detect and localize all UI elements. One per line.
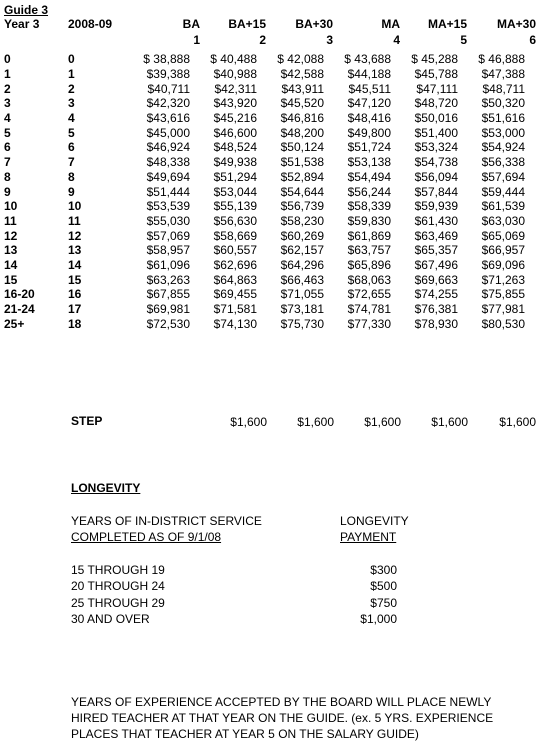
- salary-cell: $78,930: [414, 316, 458, 331]
- salary-cell: $71,581: [213, 302, 257, 317]
- note-line: HIRED TEACHER AT THAT YEAR ON THE GUIDE. (ex. 5 YRS. EXPERIENCE: [71, 711, 494, 725]
- salary-cell: $54,738: [414, 155, 458, 170]
- salary-cell: $69,981: [146, 302, 190, 317]
- salary-cell: $75,730: [280, 316, 324, 331]
- step-cell: 13: [68, 243, 82, 258]
- salary-cell: $61,869: [347, 228, 391, 243]
- col-header-name: MA+30: [496, 17, 536, 31]
- salary-row: [4, 96, 525, 111]
- salary-cell: $48,416: [347, 111, 391, 126]
- salary-row: [4, 184, 525, 199]
- salary-cell: $ 38,888: [143, 52, 190, 67]
- salary-row: [4, 125, 525, 140]
- salary-row: [4, 140, 525, 155]
- year-cell: 1: [4, 67, 11, 82]
- step-cell: 15: [68, 272, 82, 287]
- year-cell: 8: [4, 169, 11, 184]
- salary-cell: $54,644: [280, 184, 324, 199]
- salary-cell: $61,539: [481, 199, 525, 214]
- salary-cell: $71,055: [280, 287, 324, 302]
- step-cell: 14: [68, 257, 82, 272]
- salary-cell: $67,496: [414, 257, 458, 272]
- salary-cell: $47,111: [416, 81, 458, 96]
- salary-cell: $45,511: [348, 81, 391, 96]
- step-cell: 6: [68, 140, 75, 155]
- salary-cell: $50,016: [414, 111, 458, 126]
- salary-cell: $50,320: [481, 96, 525, 111]
- salary-cell: $49,800: [347, 125, 391, 140]
- note-line: YEARS OF EXPERIENCE ACCEPTED BY THE BOARD WILL PLACE NEWLY: [71, 695, 492, 709]
- salary-cell: $44,188: [347, 67, 391, 82]
- salary-cell: $67,855: [146, 287, 190, 302]
- salary-row: [4, 243, 525, 258]
- salary-cell: $39,388: [146, 67, 190, 82]
- year-cell: 25+: [4, 316, 25, 331]
- salary-cell: $51,444: [146, 184, 190, 199]
- payment-heading: LONGEVITY: [340, 514, 409, 528]
- salary-cell: $40,711: [147, 81, 190, 96]
- salary-cell: $42,320: [146, 96, 190, 111]
- salary-cell: $51,616: [481, 111, 525, 126]
- salary-cell: $74,255: [414, 287, 458, 302]
- salary-table-body: [4, 52, 525, 331]
- salary-cell: $71,263: [481, 272, 525, 287]
- year-cell: 13: [4, 243, 18, 258]
- salary-cell: $51,538: [280, 155, 324, 170]
- step-cell: 11: [68, 213, 81, 228]
- salary-cell: $56,244: [347, 184, 391, 199]
- salary-cell: $66,957: [481, 243, 525, 258]
- salary-cell: $52,894: [280, 169, 324, 184]
- salary-cell: $51,724: [347, 140, 391, 155]
- salary-cell: $45,520: [280, 96, 324, 111]
- salary-cell: $ 42,088: [277, 52, 324, 67]
- salary-cell: $43,911: [281, 81, 324, 96]
- salary-cell: $54,924: [481, 140, 525, 155]
- salary-cell: $74,781: [347, 302, 391, 317]
- salary-cell: $63,469: [414, 228, 458, 243]
- salary-cell: $53,539: [146, 199, 190, 214]
- salary-cell: $49,938: [213, 155, 257, 170]
- salary-cell: $65,357: [414, 243, 458, 258]
- salary-cell: $63,263: [146, 272, 190, 287]
- salary-row: [4, 67, 525, 82]
- salary-row: [4, 155, 525, 170]
- service-subheading: COMPLETED AS OF 9/1/08: [71, 530, 222, 544]
- payment-subheading: PAYMENT: [340, 530, 397, 544]
- salary-cell: $43,616: [146, 111, 190, 126]
- salary-row: [4, 228, 525, 243]
- step-cell: 17: [68, 302, 82, 317]
- salary-cell: $58,339: [347, 199, 391, 214]
- year-cell: 9: [4, 184, 11, 199]
- step-cell: 0: [68, 52, 75, 67]
- col-header-num: 2: [259, 33, 266, 47]
- salary-cell: $53,044: [213, 184, 257, 199]
- salary-cell: $50,124: [280, 140, 324, 155]
- salary-cell: $55,139: [213, 199, 257, 214]
- salary-cell: $56,630: [213, 213, 257, 228]
- salary-cell: $69,455: [213, 287, 257, 302]
- salary-cell: $45,216: [213, 111, 257, 126]
- salary-table: [4, 52, 525, 331]
- period-label: 2008-09: [68, 17, 113, 31]
- salary-row: [4, 287, 525, 302]
- salary-cell: $65,069: [481, 228, 525, 243]
- step-cell: 7: [68, 155, 75, 170]
- step-cell: 3: [68, 96, 75, 111]
- salary-cell: $63,030: [481, 213, 525, 228]
- salary-cell: $77,981: [481, 302, 525, 317]
- salary-cell: $51,400: [414, 125, 458, 140]
- salary-cell: $56,094: [414, 169, 458, 184]
- salary-cell: $45,788: [414, 67, 458, 82]
- placement-note: [71, 694, 539, 742]
- salary-cell: $47,120: [347, 96, 391, 111]
- salary-row: [4, 52, 525, 67]
- salary-cell: $ 46,888: [478, 52, 525, 67]
- salary-cell: $74,130: [213, 316, 257, 331]
- salary-row: [4, 170, 525, 185]
- salary-cell: $49,694: [146, 169, 190, 184]
- year-label: Year 3: [4, 17, 40, 31]
- col-header-num: 6: [529, 33, 536, 47]
- salary-cell: $48,524: [213, 140, 257, 155]
- longevity-range: 30 AND OVER: [71, 612, 150, 626]
- year-cell: 0: [4, 52, 11, 67]
- year-cell: 2: [4, 81, 11, 96]
- salary-cell: $60,557: [213, 243, 257, 258]
- salary-row: [4, 111, 525, 126]
- step-cell: 1: [68, 67, 75, 82]
- year-cell: 6: [4, 140, 11, 155]
- salary-cell: $58,957: [146, 243, 190, 258]
- salary-cell: $72,530: [146, 316, 190, 331]
- col-header-num: 1: [193, 33, 200, 47]
- salary-cell: $48,711: [482, 81, 525, 96]
- longevity-range: 25 THROUGH 29: [71, 596, 165, 610]
- col-header-name: MA: [381, 17, 400, 31]
- step-value: $1,600: [431, 415, 468, 429]
- salary-cell: $58,669: [213, 228, 257, 243]
- salary-row: [4, 316, 525, 331]
- year-cell: 3: [4, 96, 11, 111]
- year-cell: 7: [4, 155, 11, 170]
- salary-row: [4, 272, 525, 287]
- salary-cell: $73,181: [280, 302, 324, 317]
- salary-cell: $46,600: [213, 125, 257, 140]
- salary-cell: $57,694: [481, 169, 525, 184]
- year-cell: 14: [4, 257, 18, 272]
- salary-cell: $40,988: [213, 67, 257, 82]
- year-cell: 11: [4, 213, 17, 228]
- salary-row: [4, 302, 525, 317]
- salary-cell: $65,896: [347, 257, 391, 272]
- year-cell: 4: [4, 111, 11, 126]
- year-cell: 16-20: [4, 287, 35, 302]
- salary-cell: $57,844: [414, 184, 458, 199]
- salary-cell: $76,381: [414, 302, 458, 317]
- year-cell: 5: [4, 125, 11, 140]
- salary-cell: $68,063: [347, 272, 391, 287]
- col-header-num: 3: [326, 33, 333, 47]
- salary-cell: $48,338: [146, 155, 190, 170]
- salary-cell: $ 40,488: [210, 52, 257, 67]
- salary-cell: $62,157: [280, 243, 324, 258]
- salary-cell: $59,939: [414, 199, 458, 214]
- col-header-name: BA: [182, 17, 200, 31]
- step-cell: 18: [68, 316, 82, 331]
- salary-cell: $47,388: [481, 67, 525, 82]
- guide-title: Guide 3: [4, 3, 49, 17]
- salary-cell: $42,588: [280, 67, 324, 82]
- salary-cell: $43,920: [213, 96, 257, 111]
- salary-row: [4, 81, 525, 96]
- salary-row: [4, 214, 525, 229]
- salary-cell: $75,855: [481, 287, 525, 302]
- col-header-num: 5: [460, 33, 467, 47]
- longevity-payment: $1,000: [360, 612, 397, 626]
- salary-cell: $ 45,288: [411, 52, 458, 67]
- service-heading: YEARS OF IN-DISTRICT SERVICE: [71, 514, 262, 528]
- salary-row: [4, 258, 525, 273]
- salary-cell: $ 43,688: [344, 52, 391, 67]
- salary-cell: $48,720: [414, 96, 458, 111]
- longevity-payment: $500: [370, 579, 397, 593]
- longevity-range: 20 THROUGH 24: [71, 579, 165, 593]
- year-cell: 15: [4, 272, 18, 287]
- salary-cell: $77,330: [347, 316, 391, 331]
- salary-cell: $55,030: [146, 213, 190, 228]
- longevity-title: LONGEVITY: [71, 481, 141, 495]
- salary-cell: $45,000: [146, 125, 190, 140]
- step-cell: 16: [68, 287, 82, 302]
- salary-cell: $80,530: [481, 316, 525, 331]
- step-cell: 8: [68, 169, 75, 184]
- step-value: $1,600: [499, 415, 536, 429]
- longevity-payment: $750: [370, 596, 397, 610]
- salary-cell: $53,000: [481, 125, 525, 140]
- step-value: $1,600: [297, 415, 334, 429]
- salary-cell: $42,311: [214, 81, 257, 96]
- salary-cell: $59,444: [481, 184, 525, 199]
- step-cell: 9: [68, 184, 75, 199]
- col-header-name: MA+15: [427, 17, 467, 31]
- salary-cell: $53,138: [347, 155, 391, 170]
- year-cell: 10: [4, 199, 18, 214]
- salary-cell: $54,494: [347, 169, 391, 184]
- salary-cell: $56,739: [280, 199, 324, 214]
- salary-cell: $46,816: [280, 111, 324, 126]
- step-cell: 4: [68, 111, 75, 126]
- salary-cell: $66,463: [280, 272, 324, 287]
- salary-cell: $58,230: [280, 213, 324, 228]
- salary-cell: $56,338: [481, 155, 525, 170]
- year-cell: 12: [4, 228, 18, 243]
- longevity-payment: $300: [370, 563, 397, 577]
- salary-cell: $64,296: [280, 257, 324, 272]
- salary-cell: $69,096: [481, 257, 525, 272]
- note-line: PLACES THAT TEACHER AT YEAR 5 ON THE SALARY GUIDE): [71, 727, 419, 741]
- salary-cell: $62,696: [213, 257, 257, 272]
- salary-cell: $63,757: [347, 243, 391, 258]
- step-value: $1,600: [230, 415, 267, 429]
- col-header-num: 4: [393, 33, 400, 47]
- salary-cell: $59,830: [347, 213, 391, 228]
- longevity-range: 15 THROUGH 19: [71, 563, 165, 577]
- salary-cell: $48,200: [280, 125, 324, 140]
- salary-row: [4, 199, 525, 214]
- col-header-name: BA+15: [228, 17, 266, 31]
- salary-cell: $61,096: [146, 257, 190, 272]
- salary-cell: $53,324: [414, 140, 458, 155]
- step-label: STEP: [71, 414, 103, 428]
- salary-cell: $51,294: [213, 169, 257, 184]
- salary-cell: $60,269: [280, 228, 324, 243]
- salary-cell: $72,655: [347, 287, 391, 302]
- salary-cell: $57,069: [146, 228, 190, 243]
- col-header-name: BA+30: [295, 17, 333, 31]
- step-cell: 12: [68, 228, 82, 243]
- step-cell: 10: [68, 199, 82, 214]
- step-value: $1,600: [364, 415, 401, 429]
- step-cell: 5: [68, 125, 75, 140]
- salary-cell: $69,663: [414, 272, 458, 287]
- salary-cell: $46,924: [146, 140, 190, 155]
- year-cell: 21-24: [4, 302, 35, 317]
- salary-cell: $61,430: [414, 213, 458, 228]
- step-cell: 2: [68, 81, 75, 96]
- salary-cell: $64,863: [213, 272, 257, 287]
